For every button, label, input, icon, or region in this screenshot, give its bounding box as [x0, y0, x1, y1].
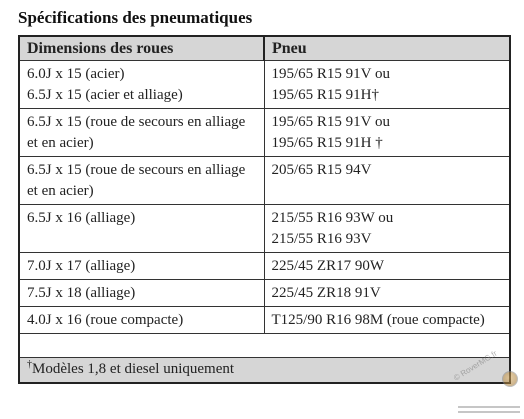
cell-dimension	[19, 109, 264, 157]
cell-text: 6.5J x 15 (roue de secours en alliage et en acier)	[27, 162, 246, 199]
cell-dimension	[19, 61, 264, 109]
cell-dimension	[19, 280, 264, 307]
blank-cell	[19, 334, 510, 358]
cell-dimension	[19, 205, 264, 253]
cell-text: 7.5J x 18 (alliage)	[27, 285, 136, 301]
cell-text: 195/65 R15 91V ou	[271, 114, 390, 130]
footnote-mark: †	[27, 359, 32, 370]
cell-text: 225/45 ZR17 90W	[271, 258, 384, 274]
table-row	[19, 253, 510, 280]
cell-text: 215/55 R16 93V	[271, 231, 372, 247]
cell-text: 6.5J x 16 (alliage)	[27, 210, 136, 226]
cell-text: T125/90 R16 98M (roue compacte)	[271, 312, 485, 328]
cell-tyre	[264, 61, 510, 109]
header-tyre: Pneu	[264, 36, 510, 61]
table-blank-row	[19, 334, 510, 358]
page-title: Spécifications des pneumatiques	[18, 8, 253, 27]
watermark-fine-print-icon	[452, 403, 520, 417]
table-row	[19, 109, 510, 157]
cell-dimension	[19, 253, 264, 280]
cell-tyre	[264, 253, 510, 280]
cell-tyre	[264, 205, 510, 253]
cell-text: 6.5J x 15 (acier et alliage)	[27, 87, 183, 103]
cell-text: 4.0J x 16 (roue compacte)	[27, 312, 184, 328]
watermark	[450, 348, 520, 417]
cell-tyre	[264, 307, 510, 334]
cell-text: 7.0J x 17 (alliage)	[27, 258, 136, 274]
table-row	[19, 157, 510, 205]
cell-text: 205/65 R15 94V	[271, 162, 372, 178]
cell-text: 6.5J x 15 (roue de secours en alliage et en acier)	[27, 114, 246, 151]
footnote-cell	[19, 358, 510, 383]
cell-text: 195/65 R15 91H †	[271, 135, 383, 151]
cell-text: 215/55 R16 93W ou	[271, 210, 394, 226]
footnote-text: Modèles 1,8 et diesel uniquement	[32, 361, 235, 377]
cell-tyre	[264, 109, 510, 157]
cell-text: 225/45 ZR18 91V	[271, 285, 381, 301]
cell-tyre	[264, 157, 510, 205]
tyre-spec-table	[18, 35, 511, 384]
cell-text: 195/65 R15 91V ou	[271, 66, 390, 82]
watermark-text: © RoverMG.fr	[452, 348, 499, 383]
table-row	[19, 61, 510, 109]
table-header-row	[19, 36, 510, 61]
table-footnote-row	[19, 358, 510, 383]
table-row	[19, 205, 510, 253]
cell-tyre	[264, 280, 510, 307]
watermark-logo-icon	[502, 371, 518, 387]
header-wheel-dimensions: Dimensions des roues	[19, 36, 264, 61]
cell-dimension	[19, 157, 264, 205]
table-row	[19, 280, 510, 307]
table-row	[19, 307, 510, 334]
cell-text: 6.0J x 15 (acier)	[27, 66, 125, 82]
cell-dimension	[19, 307, 264, 334]
cell-text: 195/65 R15 91H†	[271, 87, 380, 103]
